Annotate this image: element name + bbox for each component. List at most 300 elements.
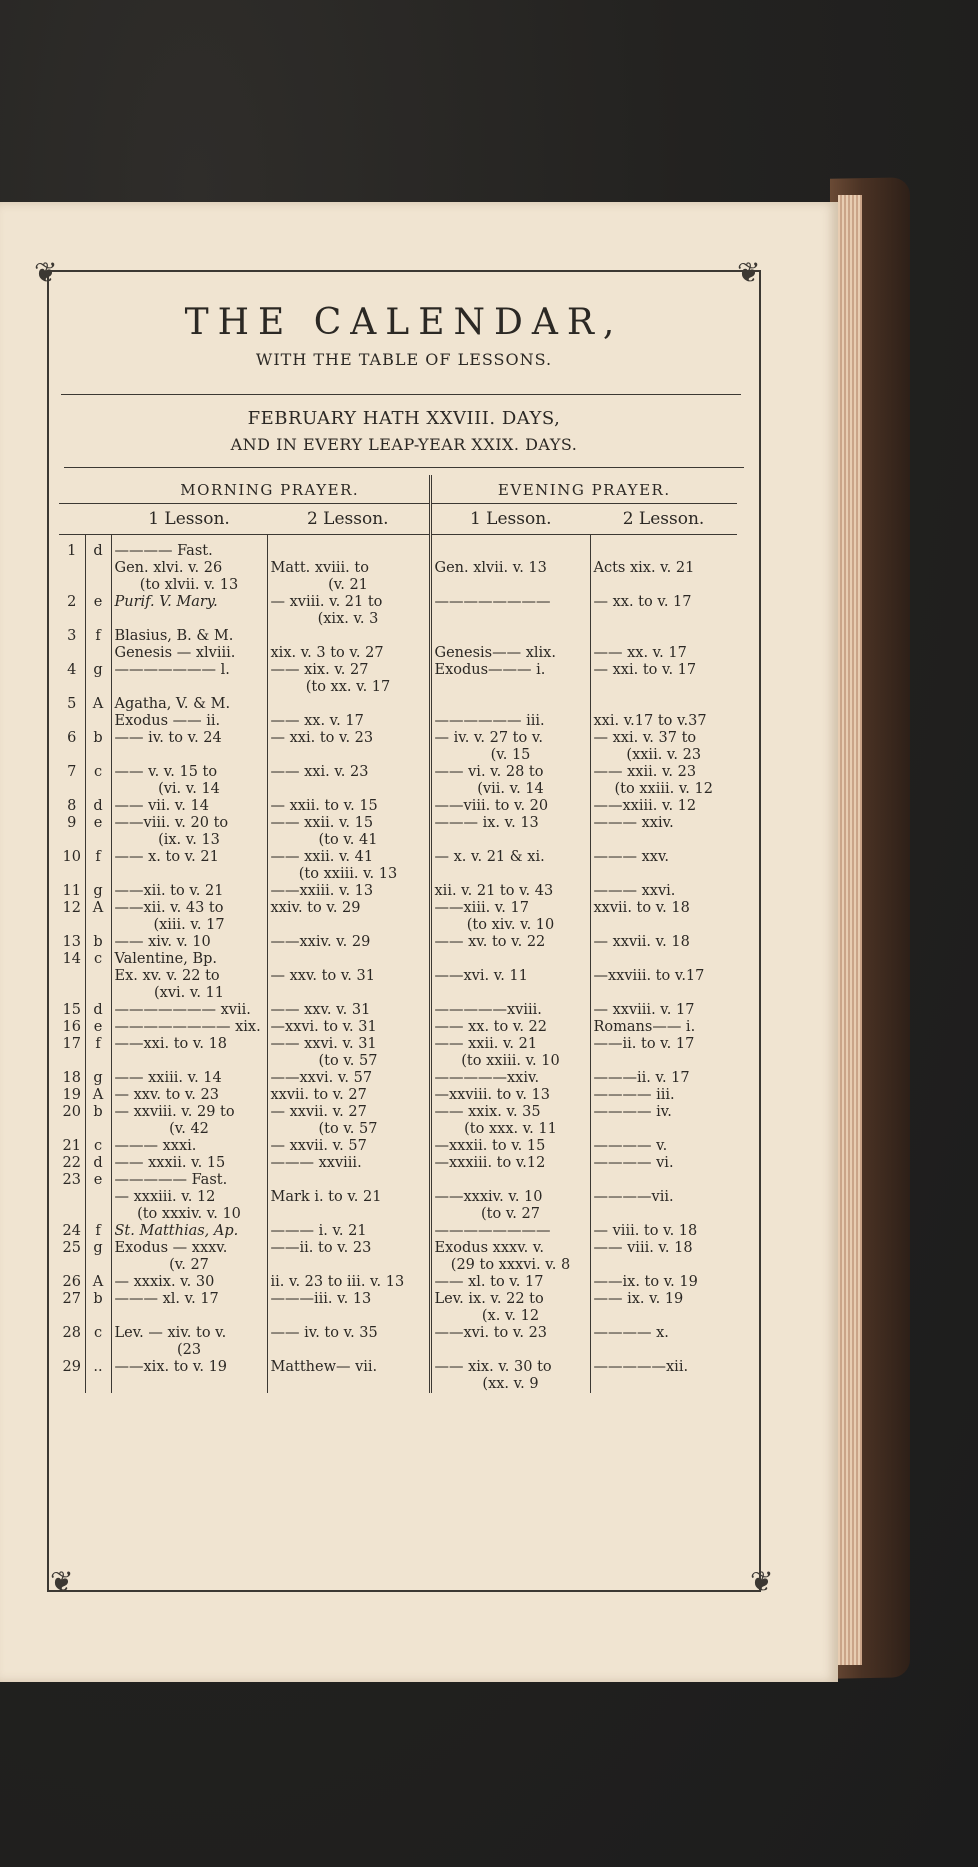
dominical-letter: f [85,849,111,866]
table-row [59,543,737,560]
morning-lesson-2: (to v. 57 [267,1053,430,1070]
day-number: 5 [59,696,85,713]
morning-lesson-2: —— xxvi. v. 31 [267,1036,430,1053]
morning-lesson-1: Valentine, Bp. [111,951,267,968]
evening-lesson-2: ———ii. v. 17 [593,1070,690,1086]
morning-lesson-2: —— xxi. v. 23 [267,764,430,781]
morning-lesson-1 [111,747,267,764]
evening-lesson-1 [430,696,590,713]
morning-lesson-2: ——— i. v. 21 [267,1223,430,1240]
evening-lesson-1: —xxxiii. to v.12 [430,1155,590,1172]
evening-lesson-1 [430,577,590,594]
morning-lesson-2 [267,1206,430,1223]
day-number: 25 [59,1240,85,1257]
evening-lesson-2 [590,985,737,1002]
day-number: 26 [59,1274,85,1291]
table-row [59,1206,737,1223]
morning-lesson-2 [267,543,430,560]
table-row [59,730,737,747]
day-number [59,713,85,730]
evening-lesson-1: — iv. v. 27 to v. [430,730,590,747]
morning-lesson-1: (to xxxiv. v. 10 [111,1206,267,1223]
table-row [59,611,737,628]
day-number: 7 [59,764,85,781]
morning-lesson-2: — xxii. to v. 15 [267,798,430,815]
dominical-letter: e [85,815,111,832]
day-number: 15 [59,1002,85,1019]
evening-lesson-2: ———— v. [593,1138,668,1154]
day-number [59,1308,85,1325]
morning-lesson-2 [267,1308,430,1325]
morning-lesson-1: Ex. xv. v. 22 to [111,968,267,985]
evening-lesson-1: ——viii. to v. 20 [430,798,590,815]
morning-lesson-1: —— v. v. 15 to [111,764,267,781]
morning-lesson-2: —— xix. v. 27 [267,662,430,679]
evening-lesson-1: —————xviii. [430,1002,590,1019]
evening-lesson-1: —— xxix. v. 35 [430,1104,590,1121]
dominical-letter: c [85,764,111,781]
morning-lesson-2: ——xxiii. v. 13 [267,883,430,900]
dominical-letter: f [85,1036,111,1053]
evening-lesson-2: xxi. v.17 to v.37 [593,713,707,729]
dominical-letter: A [85,696,111,713]
morning-lesson-1: (vi. v. 14 [111,781,267,798]
dominical-letter: d [85,798,111,815]
table-row [59,1291,737,1308]
evening-lesson-2 [590,1053,737,1070]
morning-lesson-1: (xiii. v. 17 [111,917,267,934]
divider [61,394,741,395]
evening-lesson-1: —— xv. to v. 22 [430,934,590,951]
dominical-letter [85,1189,111,1206]
morning-lesson-1 [111,1053,267,1070]
dominical-letter: b [85,934,111,951]
day-number: 8 [59,798,85,815]
evening-lesson-1: Exodus xxxv. v. [430,1240,590,1257]
evening-lesson-1 [430,679,590,696]
evening-lesson-2: xxvii. to v. 18 [593,900,690,916]
evening-lesson-1: Lev. ix. v. 22 to [430,1291,590,1308]
evening-lesson-1 [430,628,590,645]
dominical-letter: d [85,543,111,560]
day-number [59,832,85,849]
evening-lesson-1 [430,951,590,968]
evening-lesson-2 [590,696,737,713]
table-row [59,1155,737,1172]
evening-lesson-2: —— ix. v. 19 [593,1291,684,1307]
table-row [59,1240,737,1257]
table-row [59,1274,737,1291]
evening-lesson-2: — viii. to v. 18 [593,1223,698,1239]
evening-lesson1-header: 1 Lesson. [430,504,590,535]
morning-lesson-2: xxvii. to v. 27 [267,1087,430,1104]
morning-lesson-2: xix. v. 3 to v. 27 [267,645,430,662]
morning-lesson-2: Matt. xviii. to [267,560,430,577]
morning-lesson-2 [267,1376,430,1393]
evening-lesson-2: —xxviii. to v.17 [593,968,705,984]
dominical-letter: g [85,883,111,900]
evening-lesson-2 [590,1257,737,1274]
evening-lesson-2 [590,1206,737,1223]
dominical-letter [85,968,111,985]
morning-lesson-1: ——xxi. to v. 18 [111,1036,267,1053]
table-row [59,1342,737,1359]
evening-lesson-2: —— xx. v. 17 [593,645,687,661]
dominical-letter [85,645,111,662]
evening-lesson-1: —— xl. to v. 17 [430,1274,590,1291]
dominical-letter: c [85,1325,111,1342]
evening-lesson-2: ——ix. to v. 19 [593,1274,698,1290]
dominical-letter [85,866,111,883]
morning-lesson-2: ——xxiv. v. 29 [267,934,430,951]
day-number [59,1189,85,1206]
morning-lesson-2: ———iii. v. 13 [267,1291,430,1308]
table-row [59,560,737,577]
morning-lesson-2: xxiv. to v. 29 [267,900,430,917]
evening-lesson-2: —— xxii. v. 23 [593,764,697,780]
dominical-letter [85,611,111,628]
day-number: 17 [59,1036,85,1053]
day-number [59,1206,85,1223]
table-row [59,1308,737,1325]
day-number: 1 [59,543,85,560]
evening-lesson-2 [590,611,737,628]
table-row [59,866,737,883]
evening-lesson-2: ——— xxiv. [593,815,674,831]
day-number: 19 [59,1087,85,1104]
day-number [59,1376,85,1393]
day-number: 23 [59,1172,85,1189]
morning-lesson-1: Lev. — xiv. to v. [111,1325,267,1342]
evening-lesson-2: (to xxiii. v. 12 [614,781,713,797]
morning-lesson-1: —— xiv. v. 10 [111,934,267,951]
morning-lesson-1: ———————— xix. [111,1019,267,1036]
dominical-letter [85,1308,111,1325]
evening-lesson-2: — xxviii. v. 17 [593,1002,695,1018]
month-heading: FEBRUARY HATH XXVIII. DAYS, [247,408,561,429]
evening-lesson-1: ———————— [430,594,590,611]
morning-lesson-2 [267,696,430,713]
morning-lesson-1: Exodus — xxxv. [111,1240,267,1257]
evening-lesson-1: ——xvi. v. 11 [430,968,590,985]
evening-lesson-1: (to v. 27 [430,1206,590,1223]
divider [64,467,744,468]
morning-lesson-2: — xxi. to v. 23 [267,730,430,747]
dominical-letter [85,985,111,1002]
dominical-letter: d [85,1002,111,1019]
morning-lesson-1: — xxxix. v. 30 [111,1274,267,1291]
morning-lesson-2: — xxvii. v. 57 [267,1138,430,1155]
morning-lesson-2 [267,1342,430,1359]
day-number: 20 [59,1104,85,1121]
evening-lesson-1: (to xiv. v. 10 [430,917,590,934]
evening-lesson-2 [590,1308,737,1325]
evening-lesson-2: — xxvii. v. 18 [593,934,690,950]
ornament-bottom-left-icon: ❦ [50,1565,74,1598]
morning-lesson-1: — xxviii. v. 29 to [111,1104,267,1121]
day-number: 11 [59,883,85,900]
evening-lesson-2: ——ii. to v. 17 [593,1036,695,1052]
day-number [59,577,85,594]
evening-lesson-2 [590,1172,737,1189]
dominical-letter [85,832,111,849]
evening-lesson-1: —— xx. to v. 22 [430,1019,590,1036]
morning-lesson-2: Matthew— vii. [267,1359,430,1376]
day-number: 29 [59,1359,85,1376]
calendar-frame [47,270,761,1592]
day-number [59,968,85,985]
day-number: 22 [59,1155,85,1172]
morning-lesson-1 [111,866,267,883]
day-number: 10 [59,849,85,866]
morning-lesson-2: (v. 21 [267,577,430,594]
dominical-letter: c [85,1138,111,1155]
morning-lesson-2: ——ii. to v. 23 [267,1240,430,1257]
morning-lesson-1: —— xxiii. v. 14 [111,1070,267,1087]
page-subtitle: WITH THE TABLE OF LESSONS. [255,350,553,369]
day-number: 21 [59,1138,85,1155]
day-number: 24 [59,1223,85,1240]
day-number: 4 [59,662,85,679]
evening-lesson-1: —xxxii. to v. 15 [430,1138,590,1155]
evening-lesson-2: ————vii. [593,1189,674,1205]
day-number: 12 [59,900,85,917]
table-row [59,951,737,968]
evening-lesson-2: ——— xxvi. [593,883,676,899]
dominical-letter [85,713,111,730]
evening-lesson-2: ———— vi. [593,1155,674,1171]
morning-lesson-1: (ix. v. 13 [111,832,267,849]
evening-lesson-2 [590,832,737,849]
evening-lesson-1: Gen. xlvii. v. 13 [430,560,590,577]
morning-lesson-2: —— xxii. v. 41 [267,849,430,866]
day-number [59,747,85,764]
evening-lesson-1: ———————— [430,1223,590,1240]
table-row [59,1223,737,1240]
evening-lesson-2: (xxii. v. 23 [626,747,702,763]
morning-lesson-1: (v. 27 [111,1257,267,1274]
table-row [59,577,737,594]
ornament-top-left-icon: ❦ [34,256,58,289]
table-row [59,645,737,662]
day-number: 3 [59,628,85,645]
table-row [59,594,737,611]
table-row [59,781,737,798]
table-row [59,662,737,679]
evening-lesson-1: —— xxii. v. 21 [430,1036,590,1053]
morning-lesson-1: Genesis — xlviii. [111,645,267,662]
table-row [59,798,737,815]
table-row [59,832,737,849]
morning-lesson-1: ——xii. to v. 21 [111,883,267,900]
evening-lesson-1: ——xvi. to v. 23 [430,1325,590,1342]
day-number [59,985,85,1002]
morning-lesson-1: ——viii. v. 20 to [111,815,267,832]
morning-lesson-2: Mark i. to v. 21 [267,1189,430,1206]
morning-lesson-1: (xvi. v. 11 [111,985,267,1002]
evening-lesson-1: —— xix. v. 30 to [430,1359,590,1376]
day-number: 2 [59,594,85,611]
evening-lesson-2 [590,1342,737,1359]
day-number: 18 [59,1070,85,1087]
morning-lesson-1: ————— Fast. [111,1172,267,1189]
evening-lesson-2 [590,543,737,560]
evening-lesson-2: ———— iv. [593,1104,672,1120]
morning-lesson-1 [111,611,267,628]
evening-lesson-1: ——xiii. v. 17 [430,900,590,917]
table-row [59,883,737,900]
morning-lesson-2 [267,747,430,764]
day-number: 14 [59,951,85,968]
morning-lesson-2: ii. v. 23 to iii. v. 13 [267,1274,430,1291]
day-number: 9 [59,815,85,832]
dominical-letter: e [85,1019,111,1036]
table-row [59,1087,737,1104]
evening-lesson-2 [590,1376,737,1393]
morning-lesson-1 [111,679,267,696]
dominical-letter: b [85,1104,111,1121]
morning-lesson-2 [267,1172,430,1189]
table-row [59,934,737,951]
morning-lesson-2: —xxvi. to v. 31 [267,1019,430,1036]
evening-lesson-1 [430,543,590,560]
table-row [59,1070,737,1087]
evening-lesson-1: —————— iii. [430,713,590,730]
table-row [59,696,737,713]
morning-lesson-2: (to xx. v. 17 [267,679,430,696]
morning-prayer-header: MORNING PRAYER. [111,475,430,504]
table-row [59,1053,737,1070]
day-number: 28 [59,1325,85,1342]
evening-lesson-2: — xxi. v. 37 to [593,730,697,746]
day-number [59,1342,85,1359]
page-title: THE CALENDAR, [184,302,624,343]
dominical-letter [85,747,111,764]
dominical-letter [85,560,111,577]
morning-lesson2-header: 2 Lesson. [267,504,430,535]
evening-lesson-1: Genesis—— xlix. [430,645,590,662]
table-row [59,1359,737,1376]
evening-lesson-2 [590,951,737,968]
morning-lesson-2: — xviii. v. 21 to [267,594,430,611]
morning-lesson-2 [267,985,430,1002]
morning-lesson-1: —— xxxii. v. 15 [111,1155,267,1172]
evening-lesson-2: ———— iii. [593,1087,675,1103]
day-number: 27 [59,1291,85,1308]
day-col-header [59,504,85,535]
evening-lesson-1: (x. v. 12 [430,1308,590,1325]
morning-lesson-2: — xxvii. v. 27 [267,1104,430,1121]
dominical-letter: A [85,1274,111,1291]
table-row [59,1121,737,1138]
dominical-letter: f [85,1223,111,1240]
dominical-letter: g [85,1070,111,1087]
morning-lesson-1: —— vii. v. 14 [111,798,267,815]
evening-lesson-1: —xxviii. to v. 13 [430,1087,590,1104]
day-number: 6 [59,730,85,747]
morning-lesson-2: —— xxii. v. 15 [267,815,430,832]
dominical-letter [85,679,111,696]
table-row [59,1172,737,1189]
dominical-letter: f [85,628,111,645]
evening-lesson-1: xii. v. 21 to v. 43 [430,883,590,900]
dominical-letter [85,1121,111,1138]
morning-lesson-1: St. Matthias, Ap. [111,1223,267,1240]
morning-lesson-1: Exodus —— ii. [111,713,267,730]
morning-lesson-2 [267,628,430,645]
evening-lesson-2 [590,866,737,883]
table-row [59,917,737,934]
evening-lesson-1: ——— ix. v. 13 [430,815,590,832]
dominical-letter [85,1257,111,1274]
table-row [59,1189,737,1206]
morning-lesson-1: — xxv. to v. 23 [111,1087,267,1104]
morning-lesson-1: Purif. V. Mary. [111,594,267,611]
evening-lesson2-header: 2 Lesson. [590,504,737,535]
ornament-top-right-icon: ❦ [737,256,761,289]
morning-lesson-1: ——xii. v. 43 to [111,900,267,917]
evening-lesson-1: —————xxiv. [430,1070,590,1087]
morning-lesson-2: ——xxvi. v. 57 [267,1070,430,1087]
day-number [59,1257,85,1274]
table-row [59,1036,737,1053]
dominical-letter: g [85,662,111,679]
morning-lesson-1: (23 [111,1342,267,1359]
morning-lesson-2: (to v. 57 [267,1121,430,1138]
table-row [59,1104,737,1121]
morning-lesson-1: ——— xxxi. [111,1138,267,1155]
table-row [59,628,737,645]
table-row [59,764,737,781]
dominical-letter: .. [85,1359,111,1376]
table-row [59,679,737,696]
letter-col-header [85,504,111,535]
dominical-letter: A [85,1087,111,1104]
evening-lesson-1: — x. v. 21 & xi. [430,849,590,866]
lessons-table [59,475,737,1393]
page-edges [838,195,862,1665]
table-row [59,747,737,764]
evening-lesson-2: ——xxiii. v. 12 [593,798,697,814]
morning-lesson-2: —— iv. to v. 35 [267,1325,430,1342]
dominical-letter [85,781,111,798]
dominical-letter: b [85,1291,111,1308]
evening-lesson-1: (29 to xxxvi. v. 8 [430,1257,590,1274]
morning-lesson-2 [267,951,430,968]
evening-lesson-1: (to xxx. v. 11 [430,1121,590,1138]
dominical-letter [85,1206,111,1223]
morning-lesson-2: ——— xxviii. [267,1155,430,1172]
dominical-letter [85,1053,111,1070]
evening-lesson-1: (vii. v. 14 [430,781,590,798]
table-row [59,849,737,866]
morning-lesson-1: ——————— l. [111,662,267,679]
morning-lesson-1: Blasius, B. & M. [111,628,267,645]
table-row [59,1325,737,1342]
dominical-letter: e [85,594,111,611]
ornament-bottom-right-icon: ❦ [750,1565,774,1598]
morning-lesson-1: ——xix. to v. 19 [111,1359,267,1376]
morning-lesson-1: —— iv. to v. 24 [111,730,267,747]
evening-lesson-2: ——— xxv. [593,849,670,865]
day-number: 13 [59,934,85,951]
morning-lesson-2 [267,781,430,798]
table-row [59,1019,737,1036]
evening-lesson-1 [430,611,590,628]
evening-lesson-1: (to xxiii. v. 10 [430,1053,590,1070]
dominical-letter [85,1376,111,1393]
day-number [59,1121,85,1138]
